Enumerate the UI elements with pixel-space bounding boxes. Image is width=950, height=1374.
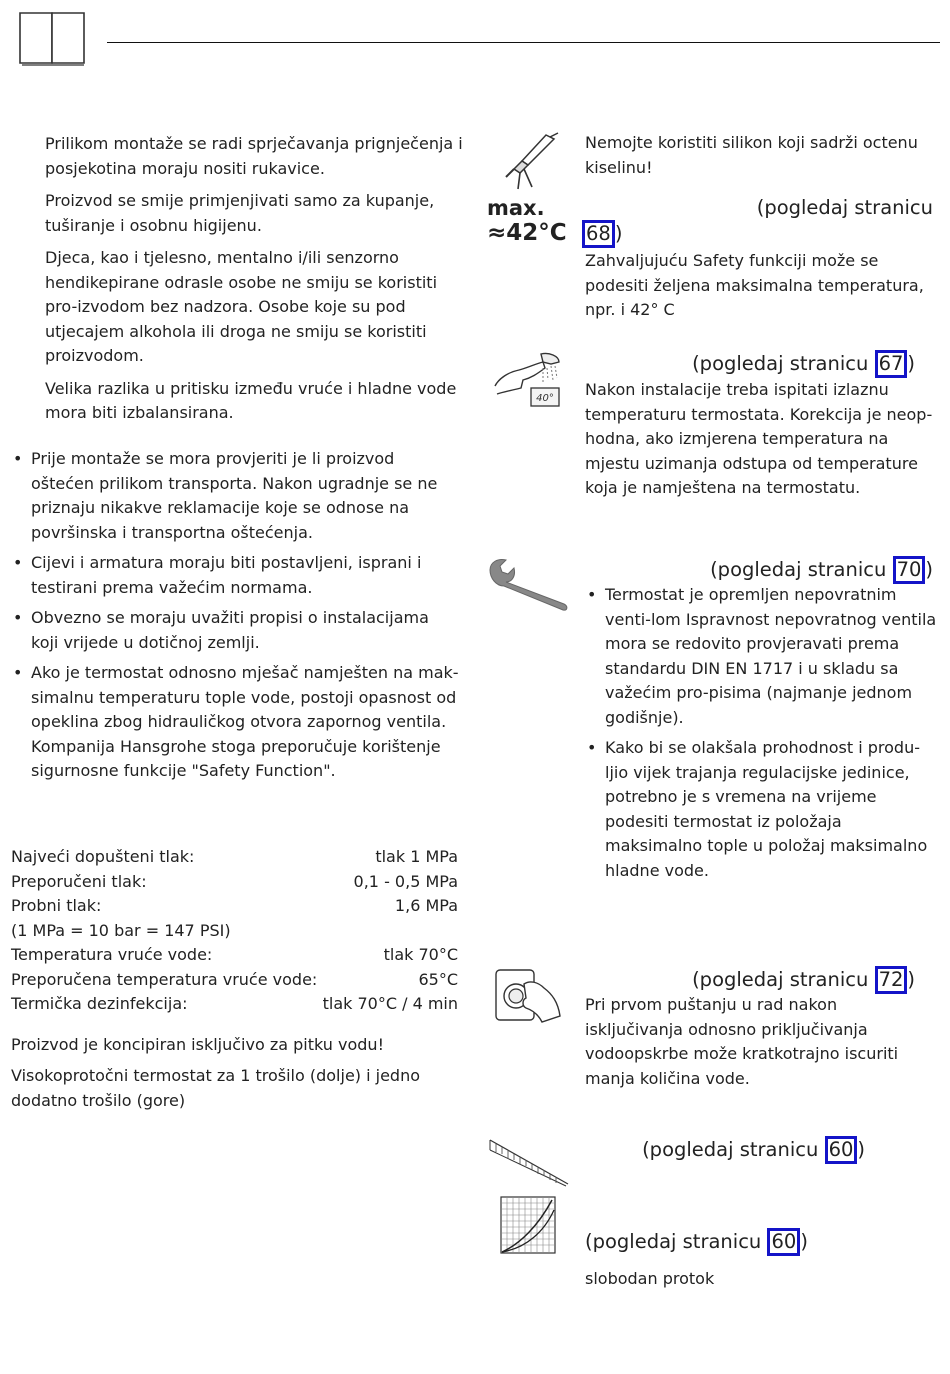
reference-close: ) <box>907 352 915 375</box>
page-link-70[interactable]: 70 <box>893 556 926 584</box>
safety-page-link-wrap <box>582 220 622 248</box>
startup-description: Pri prvom puštanju u rad nakon isključivanja odnosno priključivanja vodoopskrbe može kratkotrajno iscuriti manja količina vode. <box>585 995 899 1088</box>
list-item: • Termostat je opremljen nepovratnim venti-lom Ispravnost nepovratnog ventila mora se redovito provjeravati prema standardu DIN EN 1717 i u skladu sa važećim pro-pisima (najmanje jednom godišnje). <box>585 583 940 730</box>
spec-row <box>11 943 458 968</box>
spec-value: tlak 1 MPa <box>375 847 458 866</box>
reference-text: (pogledaj stranicu <box>692 968 869 991</box>
reference-close: ) <box>907 968 915 991</box>
intro-paragraph: Djeca, kao i tjelesno, mentalno i/ili senzorno hendikepirane odrasle osobe ne smiju se koristiti pro-izvodom bez nadzora. Osobe koje su pod utjecajem alkohola ili droga ne smiju se koristiti proizvodom. <box>45 248 438 365</box>
spec-value: tlak 70°C / 4 min <box>322 994 458 1013</box>
hand-knob-icon <box>494 966 564 1024</box>
spec-row <box>11 992 458 1017</box>
reference-close: ) <box>925 558 933 581</box>
spec-row <box>11 894 458 919</box>
page-link-60[interactable]: 60 <box>767 1228 800 1256</box>
adjust-description: Nakon instalacije treba ispitati izlaznu temperaturu termostata. Korekcija je neop-hodna, ako izmjerena temperatura na mjestu uzimanja odstupa od temperature koja je namještena na termostatu. <box>585 380 933 497</box>
spec-label: Najveći dopušteni tlak: <box>11 847 195 866</box>
list-item: • Obvezno se moraju uvažiti propisi o instalacijama koji vrijede u dotičnoj zemlji. <box>11 606 461 655</box>
product-description: Visokoprotočni termostat za 1 trošilo (dolje) i jedno dodatno trošilo (gore) <box>11 1066 421 1110</box>
installation-bullets <box>11 447 461 790</box>
spec-label: (1 MPa = 10 bar = 147 PSI) <box>11 920 231 940</box>
reference-text: (pogledaj stranicu <box>642 1138 819 1161</box>
potable-water-note: Proizvod je koncipiran isključivo za pitku vodu! <box>11 1035 384 1054</box>
silicone-gun-icon <box>498 131 560 191</box>
dimensions-page-reference <box>642 1136 865 1164</box>
reference-close: ) <box>614 222 623 245</box>
spec-row <box>11 919 458 944</box>
technical-specs <box>11 845 458 1017</box>
wrench-icon <box>486 556 572 612</box>
safety-page-reference <box>757 195 933 221</box>
dimension-drawing-icon <box>486 1136 572 1188</box>
spec-label: Temperatura vruće vode: <box>11 945 213 964</box>
thermometer-label: 40° <box>536 393 554 404</box>
spec-label: Preporučena temperatura vruće vode: <box>11 969 318 989</box>
spec-label: Termička dezinfekcija: <box>11 994 188 1013</box>
intro-section <box>45 132 465 426</box>
list-item: • Kako bi se olakšala prohodnost i produ-ljio vijek trajanja regulacijske jedinice, potrebno je s vremena na vrijeme podesiti termostat iz položaja maksimalno tople u položaj maksimalno hladne vode. <box>585 736 940 883</box>
list-item: • Ako je termostat odnosno mješač namješten na mak-simalnu temperaturu tople vode, postoji opasnost od opeklina zbog hidrauličkog otvora zapornog ventila. Kompanija Hansgrohe stoga preporučuje korištenje sigurnosne funkcije "Safety Function". <box>11 661 461 784</box>
reference-text: (pogledaj stranicu <box>692 352 869 375</box>
hand-thermometer-icon <box>493 350 563 410</box>
list-item: • Prije montaže se mora provjeriti je li proizvod oštećen prilikom transporta. Nakon ugradnje se ne priznaju nikakve reklamacije koje se odnose na površinska i transportna oštećenja. <box>11 447 461 545</box>
header-rule <box>107 42 940 43</box>
reference-close: ) <box>800 1230 808 1253</box>
max-temperature-value: ≈42°C <box>487 220 567 246</box>
page-link-68[interactable]: 68 <box>582 220 615 248</box>
spec-label: Probni tlak: <box>11 896 102 915</box>
open-book-icon <box>18 10 88 68</box>
reference-text: (pogledaj stranicu <box>585 1230 762 1253</box>
free-flow-label: slobodan protok <box>585 1269 715 1288</box>
safety-description: Zahvaljujuću Safety funkciji može se podesiti željena maksimalna temperatura, npr. i 42° C <box>585 251 924 319</box>
flow-page-reference <box>585 1228 808 1256</box>
spec-value: tlak 70°C <box>383 945 458 964</box>
spec-label: Preporučeni tlak: <box>11 871 147 891</box>
flow-diagram-icon <box>500 1196 556 1254</box>
adjust-page-reference <box>692 350 915 378</box>
reference-text: (pogledaj stranicu <box>710 558 887 581</box>
spec-value: 65°C <box>418 969 458 989</box>
startup-page-reference <box>692 966 915 994</box>
spec-row <box>11 845 458 870</box>
max-temperature-label: max. <box>487 196 545 220</box>
spec-value: 1,6 MPa <box>394 896 458 915</box>
intro-paragraph: Velika razlika u pritisku između vruće i hladne vode mora biti izbalansirana. <box>45 378 457 422</box>
intro-paragraph: Proizvod se smije primjenjivati samo za kupanje, tuširanje i osobnu higijenu. <box>45 191 435 235</box>
list-item: • Cijevi i armatura moraju biti postavljeni, isprani i testirani prema važećim normama. <box>11 551 461 600</box>
spec-row <box>11 968 458 993</box>
page-link-60[interactable]: 60 <box>825 1136 858 1164</box>
reference-close: ) <box>857 1138 865 1161</box>
intro-paragraph: Prilikom montaže se radi sprječavanja prignječenja i posjekotina moraju nositi rukavice. <box>45 134 463 178</box>
maintenance-bullets <box>585 583 940 889</box>
maintenance-page-reference <box>710 556 933 584</box>
silicone-warning: Nemojte koristiti silikon koji sadrži octenu kiselinu! <box>585 133 918 177</box>
page-link-72[interactable]: 72 <box>875 966 908 994</box>
spec-row <box>11 870 458 895</box>
spec-value: 0,1 - 0,5 MPa <box>353 871 458 891</box>
reference-text: (pogledaj stranicu <box>756 196 933 219</box>
page-link-67[interactable]: 67 <box>875 350 908 378</box>
